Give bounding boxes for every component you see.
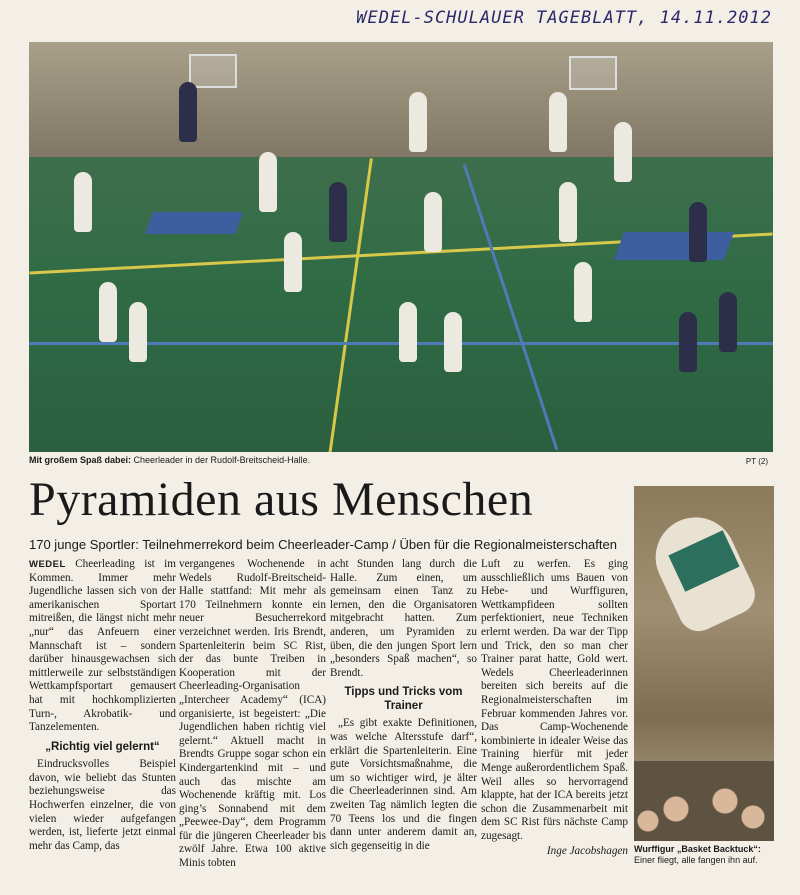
headline: Pyramiden aus Menschen [29, 473, 534, 526]
subheading-1: „Richtig viel gelernt“ [45, 740, 160, 753]
column-3: acht Stunden lang durch die Halle. Zum einen, um gemeinsam einen Tanz zu lernen, den die Organisatoren mitgebracht hatten. Zum anderen, um Pyramiden zu üben, die den jungen Sport lern „besonders Spaß machen“, so Brendt. Tipps und Tricks vom Trainer „Es gibt exakte Definitionen, was welche Altersstufe darf“, erklärt die Spartenleiterin. Eine gute Vorsichtsmaßnahme, die um so wichtiger wird, je älter die Cheerleaderinnen sind. Am zweiten Tag nämlich legten die 70 Teens los und die fingen dann unter anderem damit an, sich gegenseitig in die [330, 558, 477, 852]
main-photo-caption: Mit großem Spaß dabei: Cheerleader in der Rudolf-Breitscheid-Halle. [29, 455, 311, 465]
dateline: WEDEL [29, 559, 66, 570]
column-2: vergangenes Wochenende in Wedels Rudolf-Breitscheid-Halle stattfand: Mit mehr als 170 Teilnehmern konnte ein neuer Besucherrekord verzeichnet werden. Iris Brendt, Spartenleiterin beim SC Rist, der das bunte Treiben in Kooperation mit der Cheerleading-Organisation „Intercheer Academy“ (ICA) organisierte, ist begeistert: „Die Jugendlichen haben richtig viel gelernt.“ Aktuell macht in Brendts Gruppe sogar schon ein Kindergartenkind mit – und auch das mischte am Wochenende kräftig mit. Los ging’s Sonnabend mit dem „Peewee-Day“, dem Programm für die jüngeren Cheerleader bis zwölf Jahre. Etwa 100 aktive Minis tobten [179, 558, 326, 870]
column-4: Luft zu werfen. Es ging ausschließlich ums Bauen von Hebe- und Wurffiguren, Wettkampfideen sollten perfektioniert, neue Techniken erlernt werden. Da war der Tipp und Trick, den so man cher Trainer parat hatte, Gold wert. Wedels Cheerleaderinnen bereiten sich bereits auf die Regionalmeisterschaften im Februar kommenden Jahres vor. Das Camp-Wochenende kombinierte in idealer Weise das Training hierfür mit jeder Menge außerordentlichem Spaß. Weil alles so hervorragend klappte, hat der ICA bereits jetzt schon die Zusammenarbeit mit dem SC Rist fürs nächste Camp zugesagt. Inge Jacobshagen [481, 558, 628, 858]
side-photo [634, 486, 774, 841]
side-photo-caption: Wurffigur „Basket Backtuck“: Einer fliegt, alle fangen ihn auf. [634, 844, 761, 865]
subheading-2: Tipps und Tricks vom Trainer [344, 686, 463, 712]
main-photo [29, 42, 773, 452]
photo-credit: PT (2) [745, 457, 768, 466]
masthead: WEDEL-SCHULAUER TAGEBLATT, 14.11.2012 [356, 8, 772, 28]
subhead: 170 junge Sportler: Teilnehmerrekord beim Cheerleader-Camp / Üben für die Regionalmeisterschaften [29, 537, 617, 552]
author: Inge Jacobshagen [546, 845, 628, 858]
column-1: WEDEL Cheerleading ist im Kommen. Immer mehr Jugendliche lassen sich von der amerikanischen Sportart mitreißen, die längst nicht mehr „nur“ das Anfeuern einer Mannschaft ist – sondern darüber hinausgewachsen sich mittlerweile zur selbstständigen Wettkampfsportart gemausert hat mit hochkomplizierten Turn-, Akrobatik- und Tanzelementen. „Richtig viel gelernt“ Eindrucksvolles Beispiel davon, wie beliebt das Stunten beziehungsweise das Hochwerfen einzelner, die von vielen wieder aufgefangen werden, ist, lieferte jetzt einmal mehr das Camp, das [29, 558, 176, 852]
